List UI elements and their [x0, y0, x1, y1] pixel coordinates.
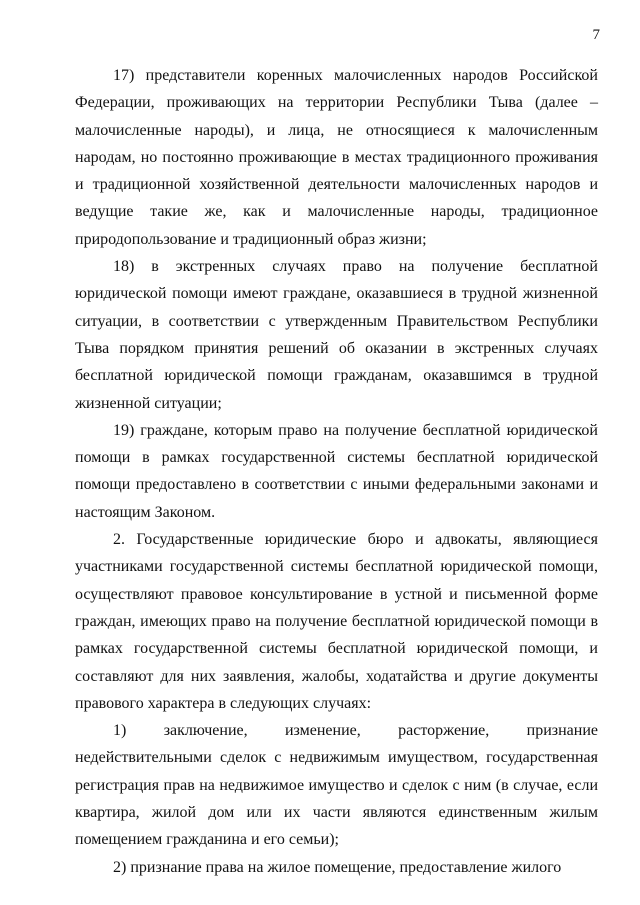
text-line: 17) представители коренных малочисленных народов Российской — [113, 67, 598, 84]
text-line: семьи); — [288, 831, 339, 849]
text-line: 18) в экстренных случаях право на получение бесплатной юридической — [75, 258, 598, 303]
text-line: 2. Государственные юридические бюро и адвокаты, являющиеся — [113, 531, 598, 549]
text-line: малочисленные народы), и лица, не относящиеся к малочисленным народам, но — [75, 121, 598, 166]
text-line: сделок с недвижимым имуществом, государственная регистрация прав на — [75, 749, 599, 794]
text-line: предоставлено в соответствии с иными федеральными законами и настоящим — [75, 476, 599, 521]
text-line: помощи гражданам, оказавшимся в трудной жизненной ситуации; — [75, 367, 599, 412]
text-line: граждан, имеющих право на получение бесплатной юридической помощи в — [75, 612, 598, 630]
text-line: Федерации, проживающих на территории Республики Тыва (далее – — [75, 94, 598, 112]
text-line: постоянно проживающие в местах традиционного проживания и традиционной — [75, 148, 598, 194]
text-line: рамках государственной системы бесплатной юридической помощи, и — [75, 640, 598, 658]
paragraph-part-2 — [75, 526, 598, 717]
text-line: участниками государственной системы бесплатной юридической помощи, — [75, 558, 598, 576]
page-number: 7 — [592, 27, 600, 43]
text-line: принятия решений об оказании в экстренных случаях бесплатной юридической — [75, 339, 599, 385]
text-line: 2) признание права на жилое помещение, предоставление жилого — [113, 858, 562, 876]
text-line: недвижимое имущество и сделок с ним (в случае, если квартира, жилой дом — [75, 776, 599, 822]
paragraph-item-18 — [75, 253, 598, 417]
text-line: помощи имеют граждане, оказавшиеся в трудной жизненной ситуации, в — [75, 285, 598, 330]
text-line: соответствии с утвержденным Правительством Республики Тыва порядком — [75, 312, 598, 357]
text-line: правового характера в следующих случаях: — [75, 694, 372, 712]
text-line: осуществляют правовое консультирование в устной и письменной форме — [75, 585, 598, 603]
paragraph-subitem-1 — [75, 717, 598, 853]
paragraph-item-19 — [75, 417, 598, 526]
text-line: Законом. — [154, 503, 216, 521]
document-body — [75, 62, 598, 881]
text-line: малочисленные народы, традиционное природопользование и традиционный — [75, 203, 599, 248]
paragraph-subitem-2 — [75, 854, 598, 881]
text-line: хозяйственной деятельности малочисленных народов и ведущие такие же, как и — [75, 176, 598, 221]
text-line: 19) граждане, которым право на получение бесплатной юридической — [113, 421, 598, 439]
text-line: образ жизни; — [337, 230, 427, 248]
text-line: составляют для них заявления, жалобы, ходатайства и другие документы — [75, 667, 598, 685]
text-line: 1) заключение, изменение, расторжение, признание недействительными — [75, 722, 598, 767]
paragraph-item-17 — [75, 62, 598, 253]
text-line: или их части являются единственным жилым помещением гражданина и его — [75, 804, 598, 849]
text-line: помощи в рамках государственной системы бесплатной юридической помощи — [75, 449, 598, 494]
